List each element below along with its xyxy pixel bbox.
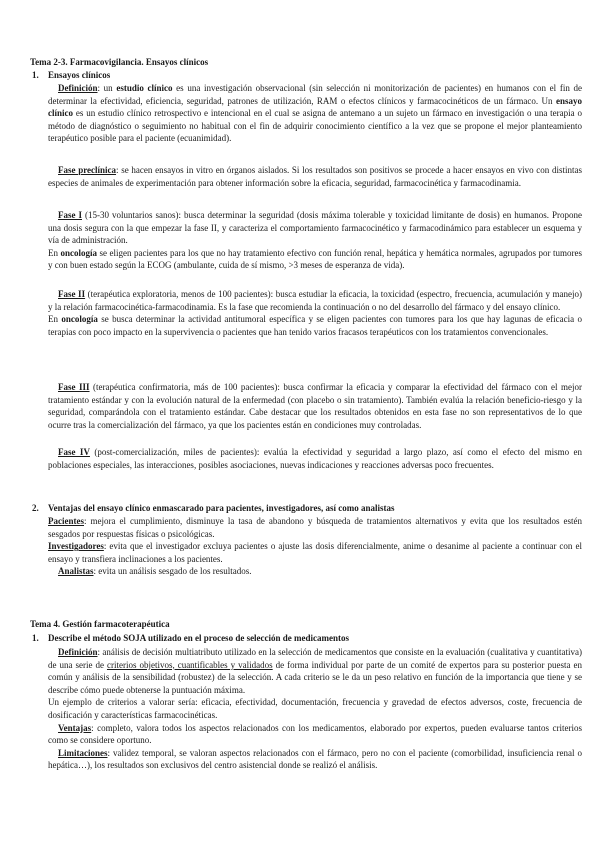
label-fase-1: Fase I xyxy=(58,210,82,220)
text-run: : completo, valora todos los aspectos relacionados con los medicamentos, elaborado por expertos, pueden evaluarse tantos criterios como se considere oportuno. xyxy=(48,722,582,746)
paragraph-fase-3 xyxy=(48,381,582,431)
section-body xyxy=(48,288,582,338)
paragraph-soja-definicion xyxy=(48,646,582,696)
text-run: (15-30 voluntarios sanos): busca determinar la seguridad (dosis máxima tolerable y toxicidad limitante de dosis) en humanos. Propone una dosis segura con la que empezar la fase II, y caracteriza el comportamiento farmacocinético y farmacodinámico para establecer un esquema y vía de administración. xyxy=(48,210,583,246)
label-ventajas: Ventajas xyxy=(58,722,92,733)
question-number: 1. xyxy=(32,633,39,643)
text-run: : se hacen ensayos in vitro en órganos aislados. Si los resultados son positivos se procede a hacer ensayos en vivo con distintas especies de animales de experimentación para obtener información sobre la eficacia, seguridad, farmacocinética y farmacodinamia. xyxy=(48,165,582,188)
bold-term: ensayo clínico xyxy=(48,95,582,119)
text-run: : evita un análisis sesgado de los resultados. xyxy=(93,566,252,577)
paragraph-pacientes xyxy=(48,515,582,540)
paragraph-oncologia-2 xyxy=(48,313,582,338)
label-fase-3: Fase III xyxy=(58,382,90,392)
text-run: (terapéutica confirmatoria, más de 100 pacientes): busca confirmar la eficacia y comparar la efectividad del fármaco con el mejor tratamiento estándar y con la evolución natural de la enfermedad (con placebo o sin tratamiento). También evalúa la relación beneficio-riesgo y la seguridad, comparándola con el tratamiento estándar. Cabe destacar que los resultados obtenidos en esta fase no son representativos de lo que ocurre tras la comercialización del fármaco, ya que los pacientes están en condiciones muy controladas. xyxy=(48,382,582,430)
section-body xyxy=(48,446,582,471)
paragraph-oncologia-1 xyxy=(48,247,582,272)
question-number: 2. xyxy=(32,503,39,513)
topic-title: Tema 4. Gestión farmacoterapéutica xyxy=(30,619,170,629)
section-body xyxy=(48,515,582,578)
label-fase-4: Fase IV xyxy=(58,447,90,457)
paragraph-limitaciones xyxy=(48,747,582,772)
bold-term: oncología xyxy=(60,247,98,258)
paragraph-preclinica xyxy=(48,164,582,189)
text-run: En xyxy=(48,314,62,325)
question-title: Ensayos clínicos xyxy=(48,70,111,80)
section-body xyxy=(48,164,582,189)
paragraph-soja-ejemplo xyxy=(48,696,582,721)
text-run: es una investigación observacional (sin selección ni monitorización de pacientes) en humanos con el fin de determinar la efectividad, eficiencia, seguridad, patrones de utilización, RAM o efectos clínicos y farmacocinéticos de un fármaco. Un xyxy=(48,83,582,106)
text-run: : un xyxy=(97,83,117,93)
paragraph-fase-4 xyxy=(48,446,582,471)
text-run: : análisis de decisión multiatributo utilizado en la selección de medicamentos que consiste en la evaluación (cualitativa y cuantitativa) de una serie de xyxy=(48,647,582,670)
text-run: se eligen pacientes para los que no hay tratamiento efectivo con función renal, hepática y hemática normales, agrupados por tumores y con buen estado según la ECOG (ambulante, cuida de sí mismo, >3 meses de esperanza de vida). xyxy=(48,247,582,271)
label-fase-preclinica: Fase preclínica xyxy=(58,165,117,175)
topic-title: Tema 2-3. Farmacovigilancia. Ensayos clínicos xyxy=(30,57,209,67)
section-body xyxy=(48,646,582,772)
question-number: 1. xyxy=(32,70,39,80)
text-run: (terapéutica exploratoria, menos de 100 pacientes): busca estudiar la eficacia, la toxicidad (espectro, frecuencia, acumulación y manejo) y la relación farmacocinética-farmacodinamia. Es la fase que recomienda la continuación o no del desarrollo del fármaco y del ensayo clínico. xyxy=(48,289,582,312)
paragraph-fase-2 xyxy=(48,288,582,313)
bold-term: estudio clínico xyxy=(116,83,173,93)
bold-term: oncología xyxy=(61,314,98,325)
paragraph-fase-1 xyxy=(48,209,582,247)
text-run: En xyxy=(48,247,61,258)
text-run: de forma individual por parte de un comité de expertos para su posterior puesta en común y análisis de la sensibilidad (robustez) de la selección. A cada criterio se le da un peso relativo en función de la importancia que tiene y se describe cómo puede obtenerse la puntuación máxima. xyxy=(48,659,582,695)
paragraph-ventajas xyxy=(48,722,582,747)
label-limitaciones: Limitaciones xyxy=(58,747,108,758)
paragraph-investigadores xyxy=(48,540,582,565)
label-definicion: Definición xyxy=(58,647,98,657)
label-fase-2: Fase II xyxy=(58,289,86,299)
question-title: Describe el método SOJA utilizado en el proceso de selección de medicamentos xyxy=(48,633,350,643)
paragraph-analistas xyxy=(48,565,582,578)
section-body xyxy=(48,209,582,272)
paragraph-definicion xyxy=(48,82,582,145)
underlined-term: criterios objetivos, cuantificables y validados xyxy=(106,659,273,670)
text-run: : mejora el cumplimiento, disminuye la tasa de abandono y búsqueda de tratamientos alternativos y evita que los resultados estén sesgados por respuestas físicas o psicológicas. xyxy=(48,516,582,539)
label-definicion: Definición xyxy=(58,83,98,93)
text-run: se busca determinar la actividad antitumoral específica y se eligen pacientes con tumores para los que hay lagunas de eficacia o terapias con poco impacto en la supervivencia o pacientes que han tenido varios fracasos terapéuticos con los tratamientos convencionales. xyxy=(48,314,583,337)
text-run: (post-comercialización, miles de pacientes): evalúa la efectividad y seguridad a largo plazo, así como el efecto del mismo en poblaciones especiales, las interacciones, posibles asociaciones, nuevas indicaciones y reacciones adversas poco frecuentes. xyxy=(48,447,583,470)
text-run: : evita que el investigador excluya pacientes o ajuste las dosis diferencialmente, anime o desanime al paciente a continuar con el ensayo y transfiera inclinaciones a los pacientes. xyxy=(48,541,582,564)
section-body xyxy=(48,381,582,431)
text-run: : validez temporal, se valoran aspectos relacionados con el fármaco, pero no con el paciente (comorbilidad, insuficiencia renal o hepática…), los resultados son exclusivos del centro asistencial donde se realizó el análisis. xyxy=(48,747,582,771)
label-analistas: Analistas xyxy=(58,566,94,577)
section-body xyxy=(48,82,582,145)
question-title: Ventajas del ensayo clínico enmascarado para pacientes, investigadores, así como analistas xyxy=(48,503,395,513)
label-pacientes: Pacientes xyxy=(48,516,84,526)
label-investigadores: Investigadores xyxy=(48,541,104,552)
text-run: es un estudio clínico retrospectivo e intencional en el cual se asigna de antemano a un sujeto un fármaco en investigación o una terapia o método de diagnóstico o seguimiento no habitual con el fin de adquirir conocimiento científico a la vez que se propone el mejor planteamiento terapéutico posible para el paciente (ecuanimidad). xyxy=(48,108,582,144)
text-run: Un ejemplo de criterios a valorar sería: eficacia, efectividad, documentación, frecuencia y gravedad de efectos adversos, coste, frecuencia de dosificación y características farmacocinéticas. xyxy=(48,697,582,720)
